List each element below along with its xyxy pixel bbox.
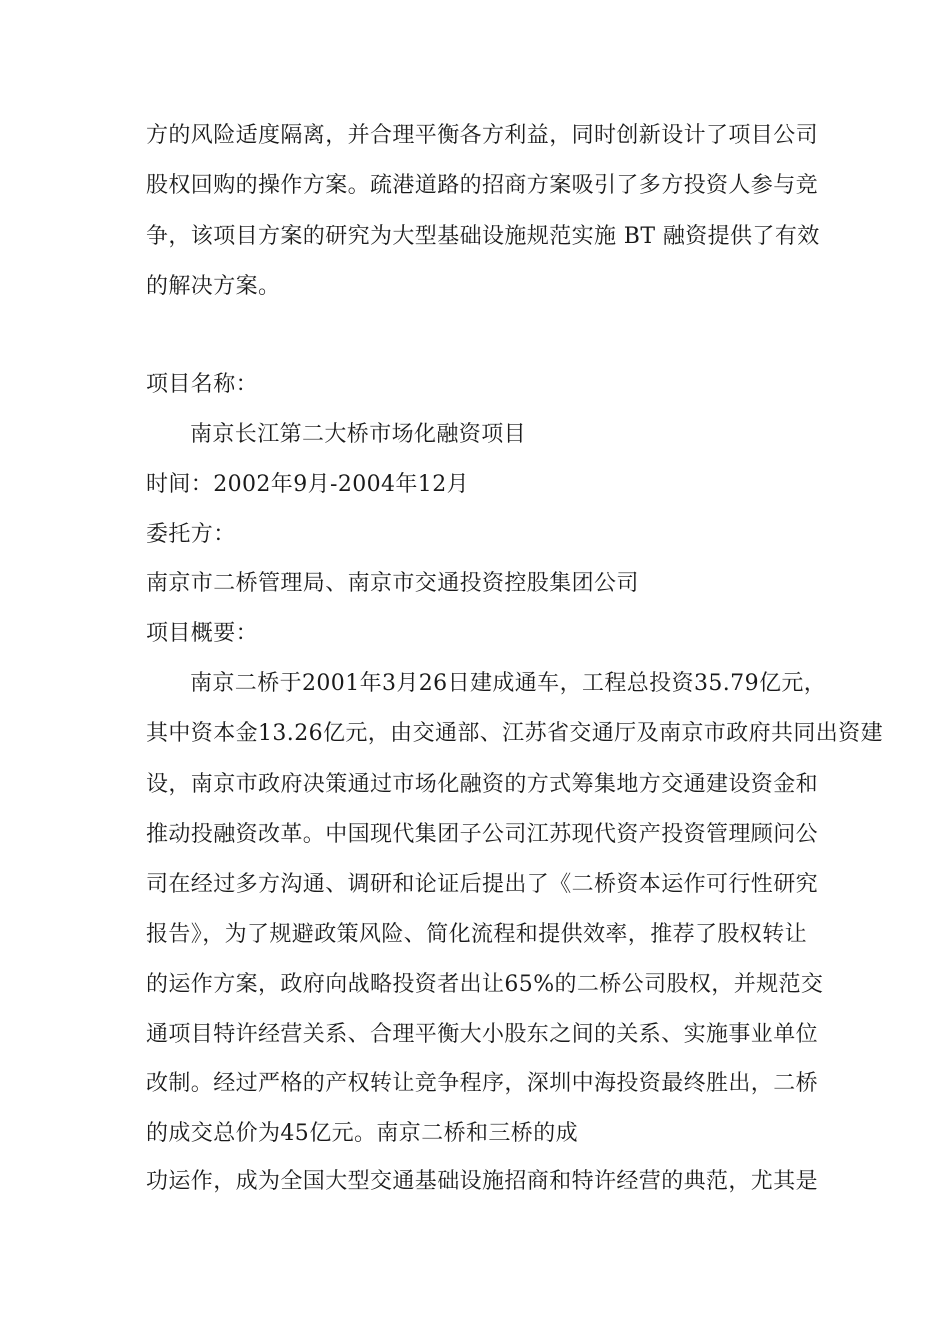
overview-line-5: 司在经过多方沟通、调研和论证后提出了《二桥资本运作可行性研究: [146, 872, 819, 897]
overview-line-2: 其中资本金13.26亿元，由交通部、江苏省交通厅及南京市政府共同出资建: [146, 721, 883, 746]
overview-line-10: 的成交总价为45亿元。南京二桥和三桥的成: [146, 1121, 578, 1146]
overview-line-9: 改制。经过严格的产权转让竞争程序，深圳中海投资最终胜出，二桥: [146, 1071, 819, 1096]
project-name-value: 南京长江第二大桥市场化融资项目: [190, 422, 527, 447]
overview-line-3: 设，南京市政府决策通过市场化融资的方式筹集地方交通建设资金和: [146, 772, 819, 797]
intro-line-3: 争，该项目方案的研究为大型基础设施规范实施 BT 融资提供了有效: [146, 224, 820, 249]
overview-line-8: 通项目特许经营关系、合理平衡大小股东之间的关系、实施事业单位: [146, 1022, 819, 1047]
project-name-label: 项目名称：: [146, 372, 259, 397]
overview-line-7: 的运作方案，政府向战略投资者出让65%的二桥公司股权，并规范交: [146, 972, 824, 997]
overview-line-6: 报告》，为了规避政策风险、简化流程和提供效率，推荐了股权转让: [146, 922, 808, 947]
overview-line-4: 推动投融资改革。中国现代集团子公司江苏现代资产投资管理顾问公: [146, 822, 819, 847]
intro-line-4: 的解决方案。: [146, 274, 281, 299]
intro-line-2: 股权回购的操作方案。疏港道路的招商方案吸引了多方投资人参与竞: [146, 173, 819, 198]
overview-line-11: 功运作，成为全国大型交通基础设施招商和特许经营的典范，尤其是: [146, 1169, 819, 1194]
project-time: 时间：2002年9月-2004年12月: [146, 472, 470, 497]
client-label: 委托方：: [146, 522, 236, 547]
overview-line-1: 南京二桥于2001年3月26日建成通车，工程总投资35.79亿元，: [190, 671, 827, 696]
intro-line-1: 方的风险适度隔离，并合理平衡各方利益，同时创新设计了项目公司: [146, 123, 819, 148]
client-value: 南京市二桥管理局、南京市交通投资控股集团公司: [146, 571, 639, 596]
overview-label: 项目概要：: [146, 621, 259, 646]
